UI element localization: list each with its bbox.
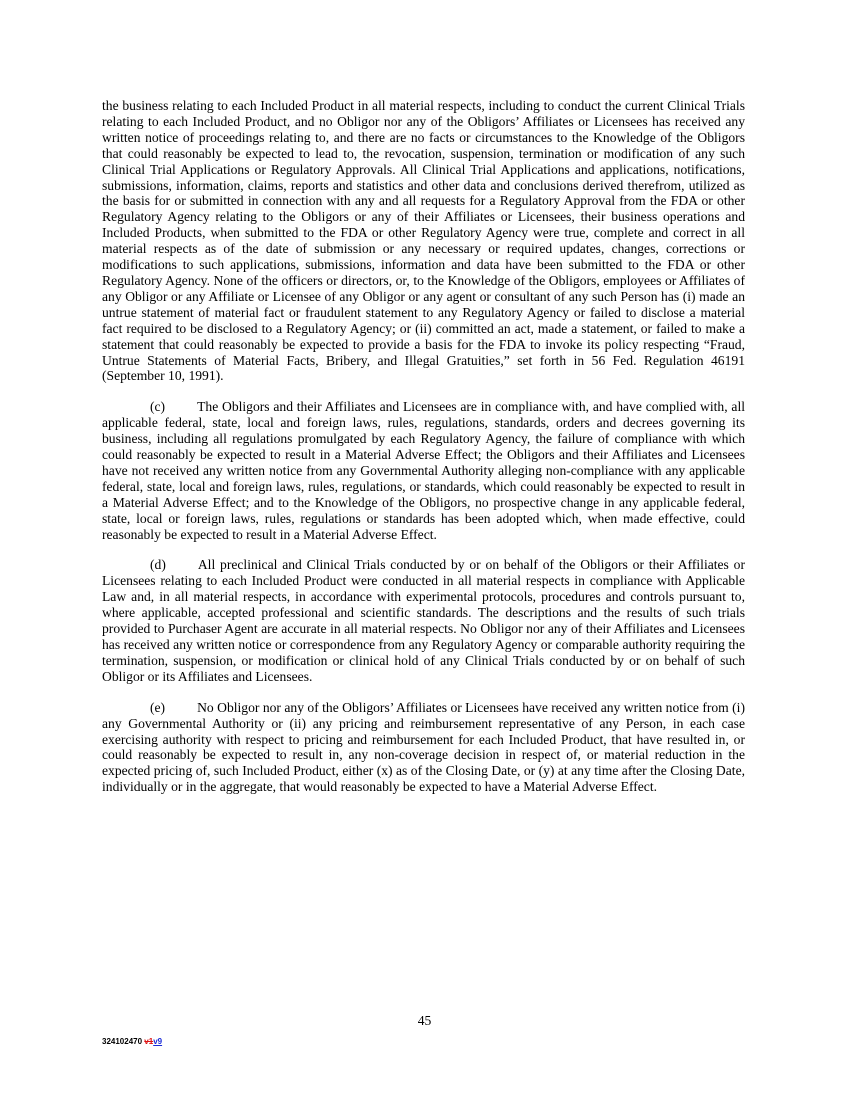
version-inserted: v9 (153, 1037, 163, 1046)
page-number: 45 (417, 1013, 432, 1028)
paragraph-e (102, 700, 745, 795)
paragraph-d (102, 557, 745, 684)
paragraph-d-text: All preclinical and Clinical Trials conducted by or on behalf of the Obligors or their Affiliates or Licensees relating to each Included Product were conducted in all material respects in compliance with Applicable Law and, in all material respects, in accordance with experimental protocols, procedures and controls pursuant to, where applicable, accepted professional and scientific standards. The descriptions and the results of such trials provided to Purchaser Agent are accurate in all material respects. No Obligor nor any of their Affiliates and Licensees has received any written notice or correspondence from any Regulatory Agency or comparable authority requiring the termination, suspension, or modification or clinical hold of any Clinical Trials conducted by or on behalf of such Obligor or its Affiliates and Licensees. (102, 557, 745, 684)
paragraph-continued: the business relating to each Included Product in all material respects, including to conduct the current Clinical Trials relating to each Included Product, and no Obligor nor any of the Obligors’ Affiliates or Licensees has received any written notice of proceedings relating to, and there are no facts or circumstances to the Knowledge of the Obligors that could reasonably be expected to lead to, the revocation, suspension, termination or modification of any such Clinical Trial Applications or Regulatory Approvals. All Clinical Trial Applications and applications, notifications, submissions, information, claims, reports and statistics and other data and conclusions derived therefrom, utilized as the basis for or submitted in connection with any and all requests for a Regulatory Approval from the FDA or other Regulatory Agency relating to the Obligors or any of their Affiliates or Licensees, their business operations and Included Products, when submitted to the FDA or other Regulatory Agency were true, complete and correct in all material respects as of the date of submission or any necessary or required updates, changes, corrections or modifications to such applications, submissions, information and data have been submitted to the FDA or other Regulatory Agency. None of the officers or directors, or, to the Knowledge of the Obligors, employees or Affiliates of any Obligor or any Affiliate or Licensee of any Obligor or any agent or consultant of any such Person has (i) made an untrue statement of material fact or fraudulent statement to any Regulatory Agency or failed to disclose a material fact required to be disclosed to a Regulatory Agency; or (ii) committed an act, made a statement, or failed to make a statement that could reasonably be expected to provide a basis for the FDA to invoke its policy respecting “Fraud, Untrue Statements of Material Facts, Bribery, and Illegal Gratuities,” set forth in 56 Fed. Regulation 46191 (September 10, 1991). (102, 98, 745, 384)
document-number: 324102470 (102, 1037, 143, 1046)
paragraph-c-text: The Obligors and their Affiliates and Licensees are in compliance with, and have complied with, all applicable federal, state, local and foreign laws, rules, regulations, standards, orders and decrees governing its business, including all regulations promulgated by each Regulatory Agency, the failure of compliance with which could reasonably be expected to result in a Material Adverse Effect; the Obligors and their Affiliates and Licensees have not received any written notice from any Governmental Authority alleging non-compliance with any applicable federal, state, local and foreign laws, rules, regulations, or standards, which could reasonably be expected to result in a Material Adverse Effect; and to the Knowledge of the Obligors, no prospective change in any applicable federal, state, local or foreign laws, rules, regulations or standards has been adopted which, when made effective, could reasonably be expected to result in a Material Adverse Effect. (102, 399, 745, 542)
paragraph-e-text: No Obligor nor any of the Obligors’ Affiliates or Licensees have received any written notice from (i) any Governmental Authority or (ii) any pricing and reimbursement representative of any Person, in each case exercising authority with respect to pricing and reimbursement for each Included Product, that have resulted in, or could reasonably be expected to result in, any non-coverage decision in respect of, or material reduction in the expected pricing of, such Included Product, either (x) as of the Closing Date, or (y) at any time after the Closing Date, individually or in the aggregate, that would reasonably be expected to have a Material Adverse Effect. (102, 699, 745, 795)
paragraph-d-label: (d) (150, 557, 166, 573)
document-id (102, 1037, 162, 1046)
paragraph-c (102, 399, 745, 542)
paragraph-e-label: (e) (150, 699, 166, 715)
paragraph-c-label: (c) (150, 399, 166, 415)
version-deleted: v1 (144, 1037, 154, 1046)
document-body (102, 98, 745, 795)
